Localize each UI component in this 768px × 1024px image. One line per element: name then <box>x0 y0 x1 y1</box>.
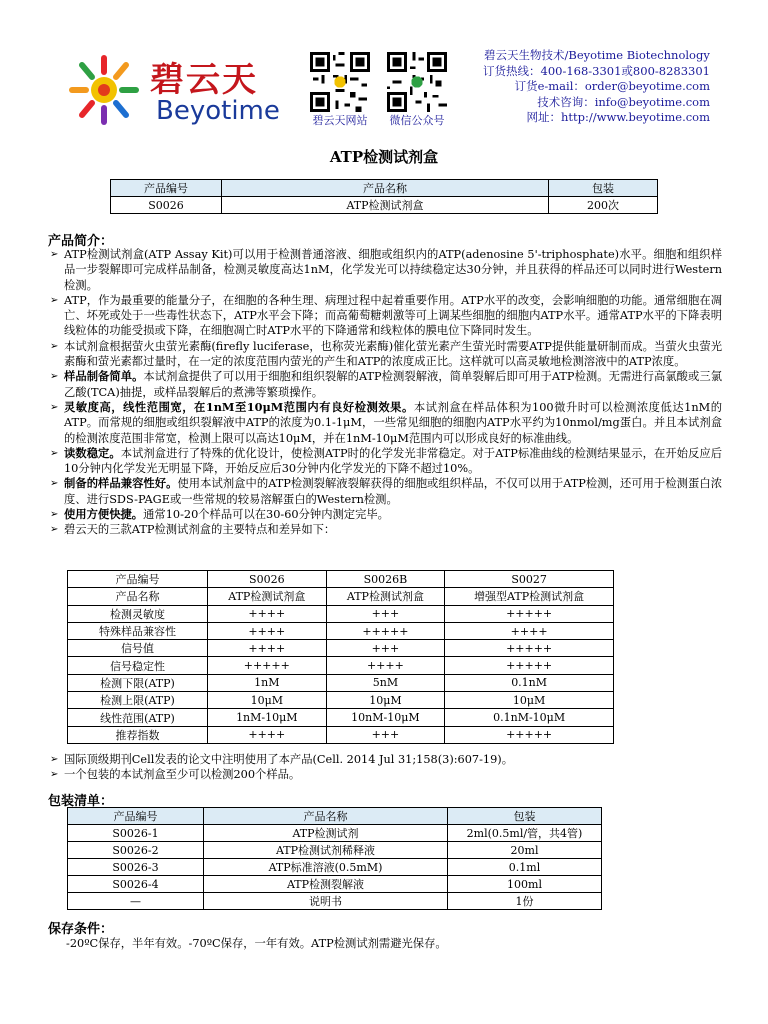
intro-list-item <box>50 476 722 507</box>
table-cell: +++ <box>326 726 445 743</box>
table-cell: 20ml <box>448 842 602 859</box>
table-cell: +++++ <box>445 605 614 622</box>
logo-name-en: Beyotime <box>156 96 280 126</box>
table-cell: S0026-2 <box>68 842 204 859</box>
table-header-row <box>111 180 658 197</box>
intro-item-lead: 读数稳定。 <box>64 445 121 460</box>
table-header-cell: 产品名称 <box>204 808 448 825</box>
comparison-table <box>67 570 614 744</box>
table-row <box>68 893 602 910</box>
intro-item-text: 本试剂盒根据萤火虫萤光素酶(firefly luciferase，也称荧光素酶)催化萤光素产生萤光时需要ATP提供能量研制而成。当萤火虫萤光素酶和萤光素都过量时，在一定的浓度范围内萤光的产生和ATP的浓度成正比。这样就可以高灵敏地检测溶液中的ATP浓度。 <box>64 339 722 369</box>
intro-heading: 产品简介： <box>48 234 114 249</box>
website-qr-caption: 碧云天网站 <box>312 114 368 127</box>
table-row <box>68 640 614 657</box>
table-cell: 200次 <box>549 197 658 214</box>
table-row <box>68 674 614 691</box>
table-cell: +++++ <box>445 657 614 674</box>
table-cell: ++++ <box>208 622 327 639</box>
table-cell: 信号值 <box>68 640 208 657</box>
company-name: 碧云天生物技术/Beyotime Biotechnology <box>484 48 710 62</box>
intro-list <box>50 247 722 538</box>
packing-table <box>67 807 602 910</box>
table-row <box>68 622 614 639</box>
intro-list-item <box>50 507 722 522</box>
intro-list-item <box>50 446 722 477</box>
table-row <box>68 726 614 743</box>
table-header-cell: S0027 <box>445 571 614 588</box>
logo-name-cn: 碧云天 <box>150 60 258 100</box>
packing-heading: 包装清单： <box>48 794 114 809</box>
product-table <box>110 179 658 214</box>
table-row <box>68 876 602 893</box>
table-cell: 0.1nM <box>445 674 614 691</box>
table-cell: +++++ <box>445 726 614 743</box>
list-item: ➢ 一个包装的本试剂盒至少可以检测200个样品。 <box>50 767 722 782</box>
table-cell: +++ <box>326 640 445 657</box>
table-cell: +++ <box>326 605 445 622</box>
intro-item-lead: 灵敏度高，线性范围宽，在1nM至10μM范围内有良好检测效果。 <box>64 399 414 414</box>
table-row <box>68 605 614 622</box>
intro-item-text: 本试剂盒在样品体积为100微升时可以检测浓度低达1nM的ATP。而常规的细胞或组织裂解液中ATP的浓度为0.1-1μM，一些常见细胞的细胞内ATP水平约为10nmol/mg蛋白。并且本试剂盒的检测浓度范围非常宽，检测上限可以高达10μM，并在1nM-10μM范围内可以形成良好的标准曲线。 <box>64 400 722 445</box>
table-cell: ++++ <box>445 622 614 639</box>
table-header-row <box>68 571 614 588</box>
intro-item-text: 使用本试剂盒中的ATP检测裂解液裂解获得的细胞或组织样品，不仅可以用于ATP检测，还可用于检测蛋白浓度、进行SDS-PAGE或一些常规的较易溶解蛋白的Western检测。 <box>64 477 722 506</box>
table-cell: 增强型ATP检测试剂盒 <box>445 588 614 605</box>
table-cell: ATP检测试剂 <box>204 825 448 842</box>
table-cell: ATP检测试剂盒 <box>326 588 445 605</box>
intro-list-item <box>50 369 722 400</box>
table-cell: 1份 <box>448 893 602 910</box>
table-header-cell: 产品名称 <box>222 180 549 197</box>
table-header-cell: 产品编号 <box>68 571 208 588</box>
intro-item-lead: 样品制备简单。 <box>64 369 144 384</box>
table-cell: 100ml <box>448 876 602 893</box>
table-row <box>68 692 614 709</box>
contact-info <box>470 48 710 126</box>
table-cell: S0026-4 <box>68 876 204 893</box>
table-cell: ATP检测试剂盒 <box>208 588 327 605</box>
table-cell: 0.1ml <box>448 859 602 876</box>
table-header-cell: S0026B <box>326 571 445 588</box>
order-hotline: 订货热线：400-168-3301或800-8283301 <box>483 63 710 78</box>
table-cell: ++++ <box>326 657 445 674</box>
table-row <box>68 842 602 859</box>
table-cell: 推荐指数 <box>68 726 208 743</box>
table-cell: ATP标准溶液(0.5mM) <box>204 859 448 876</box>
table-cell: 10μM <box>208 692 327 709</box>
table-cell: 0.1nM-10μM <box>445 709 614 726</box>
table-cell: 检测下限(ATP) <box>68 674 208 691</box>
intro-item-text: ATP，作为最重要的能量分子，在细胞的各种生理、病理过程中起着重要作用。ATP水平的改变，会影响细胞的功能。通常细胞在凋亡、坏死或处于一些毒性状态下，ATP水平会下降；而高葡萄糖刺激等可上调某些细胞的细胞内ATP水平。通常ATP水平的下降表明线粒体的功能受损或下降，在细胞凋亡时ATP水平的下降通常和线粒体的膜电位下降同时发生。 <box>64 293 722 338</box>
wechat-qr-caption: 微信公众号 <box>389 114 445 127</box>
table-header-cell: 产品编号 <box>68 808 204 825</box>
table-cell: 10μM <box>326 692 445 709</box>
table-row <box>68 588 614 605</box>
table-cell: S0026 <box>111 197 222 214</box>
table-row <box>68 657 614 674</box>
table-cell: 10μM <box>445 692 614 709</box>
notes-list <box>50 752 722 783</box>
table-cell: 2ml(0.5ml/管，共4管) <box>448 825 602 842</box>
table-row <box>68 825 602 842</box>
table-cell: 1nM <box>208 674 327 691</box>
table-cell: +++++ <box>445 640 614 657</box>
storage-heading: 保存条件： <box>48 922 114 937</box>
table-row <box>68 859 602 876</box>
table-header-cell: S0026 <box>208 571 327 588</box>
table-header-cell: 包装 <box>448 808 602 825</box>
intro-list-item <box>50 339 722 370</box>
table-cell: 说明书 <box>204 893 448 910</box>
page-title: ATP检测试剂盒 <box>329 148 439 166</box>
intro-item-text: 本试剂盒进行了特殊的优化设计，使检测ATP时的化学发光非常稳定。对于ATP标准曲线的检测结果显示，在开始反应后10分钟内化学发光无明显下降，开始反应后30分钟内化学发光的下降不超过10%。 <box>64 446 722 476</box>
table-cell: 检测上限(ATP) <box>68 692 208 709</box>
intro-item-text: 碧云天的三款ATP检测试剂盒的主要特点和差异如下： <box>64 523 336 537</box>
table-cell: ATP检测裂解液 <box>204 876 448 893</box>
intro-list-item <box>50 522 722 537</box>
table-row <box>68 709 614 726</box>
intro-list-item <box>50 293 722 339</box>
table-cell: 信号稳定性 <box>68 657 208 674</box>
storage-text: -20ºC保存，半年有效。-70ºC保存，一年有效。ATP检测试剂需避光保存。 <box>66 937 447 950</box>
table-header-row <box>68 808 602 825</box>
list-item: ➢ 国际顶级期刊Cell发表的论文中注明使用了本产品(Cell. 2014 Jul 31;158(3):607-19)。 <box>50 752 722 767</box>
table-cell: ++++ <box>208 640 327 657</box>
sun-logo-icon <box>72 58 136 122</box>
table-cell: — <box>68 893 204 910</box>
table-cell: 线性范围(ATP) <box>68 709 208 726</box>
table-cell: ATP检测试剂稀释液 <box>204 842 448 859</box>
intro-item-lead: 使用方便快捷。 <box>64 507 144 522</box>
wechat-qr-code-icon[interactable] <box>385 52 449 112</box>
intro-list-item <box>50 247 722 293</box>
table-cell: 1nM-10μM <box>208 709 327 726</box>
table-cell: 5nM <box>326 674 445 691</box>
website-link[interactable]: 网址：http://www.beyotime.com <box>526 110 710 125</box>
table-cell: ATP检测试剂盒 <box>222 197 549 214</box>
intro-item-lead: 制备的样品兼容性好。 <box>64 476 178 491</box>
table-cell: ++++ <box>208 726 327 743</box>
table-cell: S0026-3 <box>68 859 204 876</box>
beyotime-logo <box>66 50 280 130</box>
intro-list-item <box>50 400 722 446</box>
order-email-link[interactable]: 订货e-mail：order@beyotime.com <box>514 79 710 94</box>
table-header-cell: 包装 <box>549 180 658 197</box>
website-qr-code-icon[interactable] <box>308 52 372 112</box>
table-cell: +++++ <box>326 622 445 639</box>
table-cell: +++++ <box>208 657 327 674</box>
table-cell: 检测灵敏度 <box>68 605 208 622</box>
intro-item-text: 本试剂盒提供了可以用于细胞和组织裂解的ATP检测裂解液，简单裂解后即可用于ATP检测。无需进行高氯酸或三氯乙酸(TCA)抽提，或样品裂解后的煮沸等繁琐操作。 <box>64 370 722 399</box>
table-cell: ++++ <box>208 605 327 622</box>
tech-support-email-link[interactable]: 技术咨询：info@beyotime.com <box>537 94 710 109</box>
table-row <box>111 197 658 214</box>
table-header-cell: 产品编号 <box>111 180 222 197</box>
intro-item-text: 通常10-20个样品可以在30-60分钟内测定完毕。 <box>143 508 389 522</box>
table-cell: S0026-1 <box>68 825 204 842</box>
table-cell: 产品名称 <box>68 588 208 605</box>
intro-item-text: ATP检测试剂盒(ATP Assay Kit)可以用于检测普通溶液、细胞或组织内的ATP(adenosine 5'-triphosphate)水平。细胞和组织样品一步裂解即可完成样品制备，检测灵敏度高达1nM，化学发光可以持续稳定达30分钟，并且获得的样品还可以同时进行Western检测。 <box>64 248 722 292</box>
table-cell: 10nM-10μM <box>326 709 445 726</box>
table-cell: 特殊样品兼容性 <box>68 622 208 639</box>
